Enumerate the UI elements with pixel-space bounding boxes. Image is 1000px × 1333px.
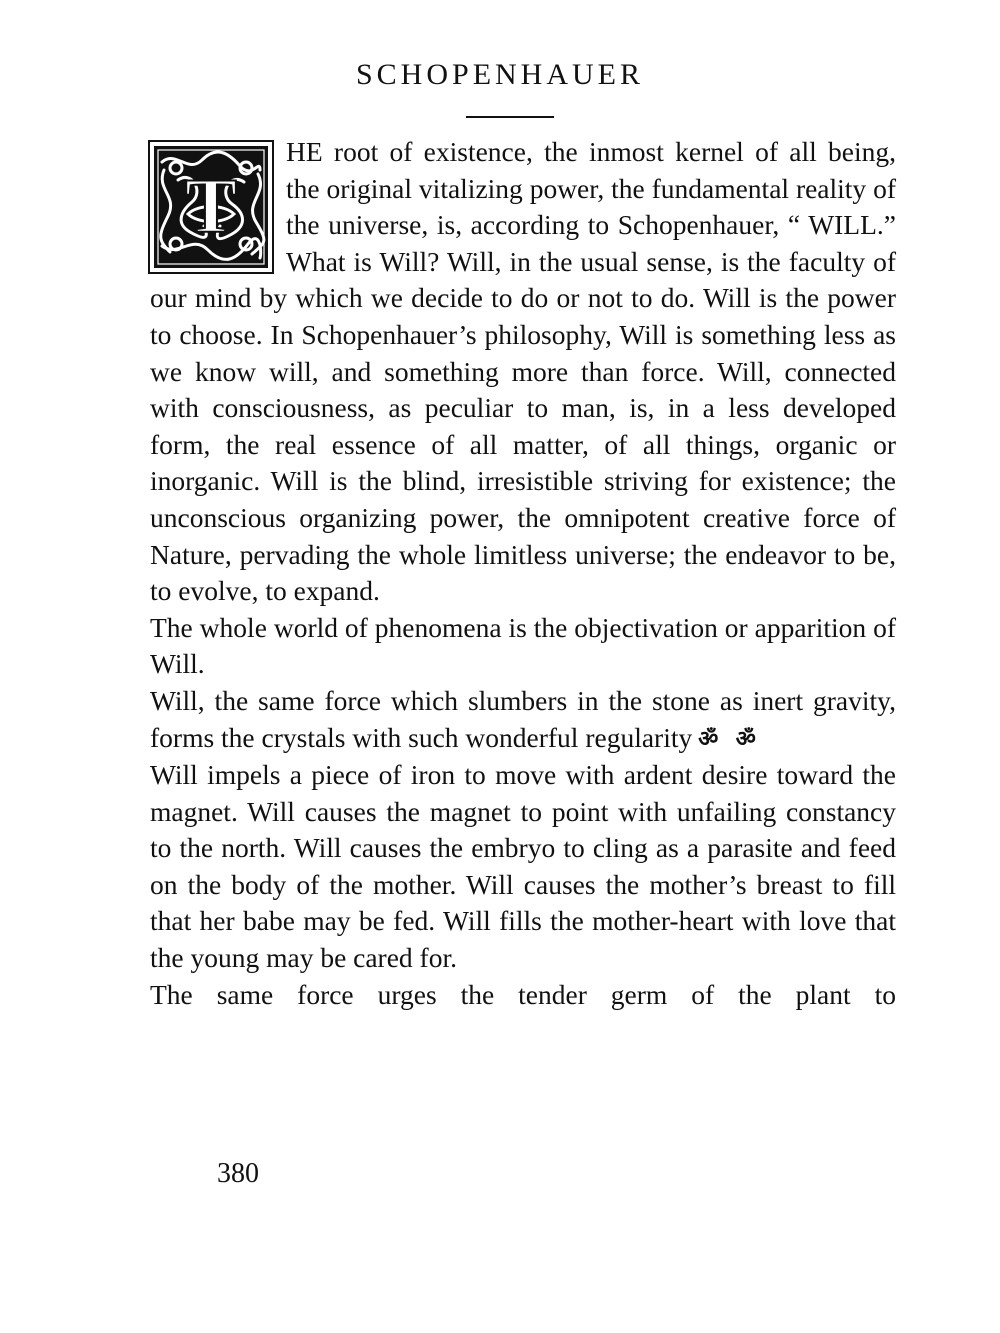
paragraph-5: The same force urges the tender germ of the plant to <box>150 978 896 1010</box>
paragraph-1: HE root of existence, the inmost kernel of all being, the original vitalizing power, the fundamental reality of the universe, is, according to Schopenhauer, “ WILL.” What is Will? Will, in the usual sense, is the faculty of our mind by which we decide to do or not to do. Will is the power to choose. In Schopenhauer’s philosophy, Will is something less as we know will, and something more than force. Will, connected with consciousness, as peculiar to man, is, in a less developed form, the real essence of all matter, of all things, organic or inorganic. Will is the blind, irresistible striving for existence; the unconscious organizing power, the omnipotent creative force of Nature, pervading the whole limitless universe; the endeavor to be, to evolve, to expand. <box>150 136 896 607</box>
om-ornament-icon: ॐ ॐ <box>698 725 762 751</box>
header-rule <box>466 116 554 118</box>
page-body <box>150 134 896 1013</box>
paragraph-4: Will impels a piece of iron to move with ardent desire toward the magnet. Will causes the magnet to point with unfailing constancy to the north. Will causes the embryo to cling as a parasite and feed on the body of the mother. Will causes the mother’s breast to fill that her babe may be fed. Will fills the mother-heart with love that the young may be cared for. <box>150 759 896 974</box>
page-number: 380 <box>217 1158 259 1189</box>
paragraph-3-text: Will, the same force which slumbers in the stone as inert gravity, forms the crystals with such wonderful regularity <box>150 684 896 753</box>
dropcap-letter: T <box>184 162 238 249</box>
paragraph-3 <box>150 683 896 757</box>
paragraph-2: The whole world of phenomena is the objectivation or apparition of Will. <box>150 611 896 680</box>
running-head: SCHOPENHAUER <box>355 58 645 91</box>
decorative-initial-t <box>148 140 274 274</box>
